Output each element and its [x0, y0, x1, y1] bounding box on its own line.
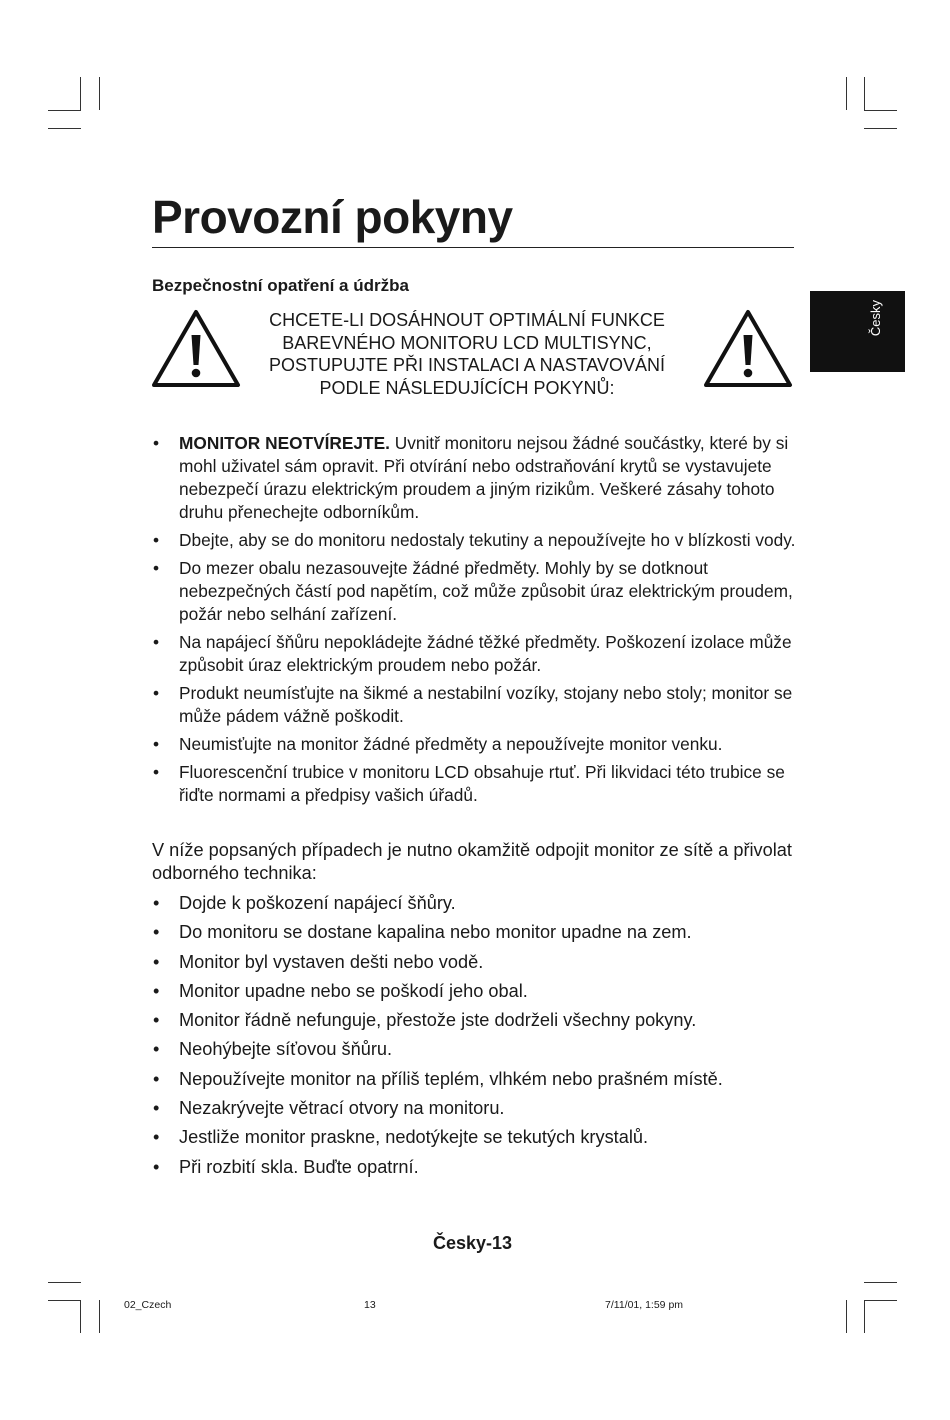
crop-mark	[80, 1300, 81, 1333]
crop-mark	[48, 110, 81, 111]
language-tab	[810, 291, 905, 372]
section-heading: Bezpečnostní opatření a údržba	[152, 276, 409, 295]
list-item	[152, 682, 802, 728]
list-item-text: Fluorescenční trubice v monitoru LCD obsahuje rtuť. Při likvidaci této trubice se řiďte normami a předpisy vašich úřadů.	[179, 762, 785, 805]
crop-mark	[864, 77, 865, 110]
list-item-lead: MONITOR NEOTVÍREJTE.	[179, 433, 390, 453]
list-item	[152, 631, 802, 677]
list-item: • Nezakrývejte větrací otvory na monitoru.	[152, 1097, 802, 1120]
crop-mark	[80, 77, 81, 110]
warning-triangle-icon	[151, 308, 241, 388]
language-tab-label: Česky	[868, 300, 883, 337]
list-item: • Neohýbejte síťovou šňůru.	[152, 1038, 802, 1061]
crop-mark	[864, 1282, 897, 1283]
slug-page: 13	[364, 1299, 376, 1311]
crop-mark	[864, 1300, 865, 1333]
warning-line: PODLE NÁSLEDUJÍCÍCH POKYNŮ:	[319, 377, 615, 398]
crop-mark	[48, 128, 81, 129]
list-item-text: Na napájecí šňůru nepokládejte žádné těžké předměty. Poškození izolace může způsobit úraz elektrickým proudem nebo požár.	[179, 632, 792, 675]
disconnect-paragraph: V níže popsaných případech je nutno okamžitě odpojit monitor ze sítě a přivolat odborného technika:	[152, 840, 792, 883]
warning-triangle-icon	[703, 308, 793, 388]
list-item: • Do monitoru se dostane kapalina nebo monitor upadne na zem.	[152, 921, 802, 944]
disconnect-list	[152, 892, 802, 1185]
list-item	[152, 432, 802, 524]
crop-mark	[864, 1300, 897, 1301]
list-item: • Při rozbití skla. Buďte opatrní.	[152, 1156, 802, 1179]
list-item	[152, 529, 802, 552]
list-item: • Monitor upadne nebo se poškodí jeho obal.	[152, 980, 802, 1003]
crop-mark	[99, 77, 100, 110]
list-item: • Nepoužívejte monitor na příliš teplém, vlhkém nebo prašném místě.	[152, 1068, 802, 1091]
crop-mark	[48, 1282, 81, 1283]
warning-line: CHCETE-LI DOSÁHNOUT OPTIMÁLNÍ FUNKCE	[269, 310, 665, 330]
list-item: • Monitor byl vystaven dešti nebo vodě.	[152, 951, 802, 974]
list-item	[152, 733, 802, 756]
crop-mark	[864, 110, 897, 111]
crop-mark	[99, 1300, 100, 1333]
slug-date: 7/11/01, 1:59 pm	[605, 1299, 684, 1311]
slug-file: 02_Czech	[124, 1299, 172, 1311]
list-item-text: Neumisťujte na monitor žádné předměty a nepoužívejte monitor venku.	[179, 734, 723, 754]
list-item: • Monitor řádně nefunguje, přestože jste dodrželi všechny pokyny.	[152, 1009, 802, 1032]
list-item	[152, 761, 802, 807]
page-number-label: Česky-13	[432, 1233, 513, 1253]
warning-line: POSTUPUJTE PŘI INSTALACI A NASTAVOVÁNÍ	[268, 355, 666, 375]
crop-mark	[864, 128, 897, 129]
safety-list	[152, 432, 802, 812]
page-title: Provozní pokyny	[152, 190, 794, 248]
list-item	[152, 557, 802, 626]
crop-mark	[846, 77, 847, 110]
list-item-text: Uvnitř monitoru nejsou žádné součástky, které by si mohl uživatel sám opravit. Při otvírání nebo odstraňování krytů se vystavujete nebezpečí úrazu elektrickým proudem a jiným rizikům. Veškeré zásahy tohoto druhu přenechejte odborníkům.	[179, 433, 789, 522]
crop-mark	[846, 1300, 847, 1333]
list-item-text: Do mezer obalu nezasouvejte žádné předměty. Mohly by se dotknout nebezpečných částí pod napětím, což může způsobit úraz elektrickým proudem, požár nebo selhání zařízení.	[179, 558, 793, 624]
warning-text	[245, 309, 689, 399]
list-item: • Dojde k poškození napájecí šňůry.	[152, 892, 802, 915]
crop-mark	[48, 1300, 81, 1301]
list-item: • Jestliže monitor praskne, nedotýkejte se tekutých krystalů.	[152, 1126, 802, 1149]
list-item-text: Produkt neumísťujte na šikmé a nestabilní vozíky, stojany nebo stoly; monitor se může pádem vážně poškodit.	[179, 683, 793, 726]
list-item-text: Dbejte, aby se do monitoru nedostaly tekutiny a nepoužívejte ho v blízkosti vody.	[179, 530, 796, 550]
warning-line: BAREVNÉHO MONITORU LCD MULTISYNC,	[282, 332, 652, 353]
